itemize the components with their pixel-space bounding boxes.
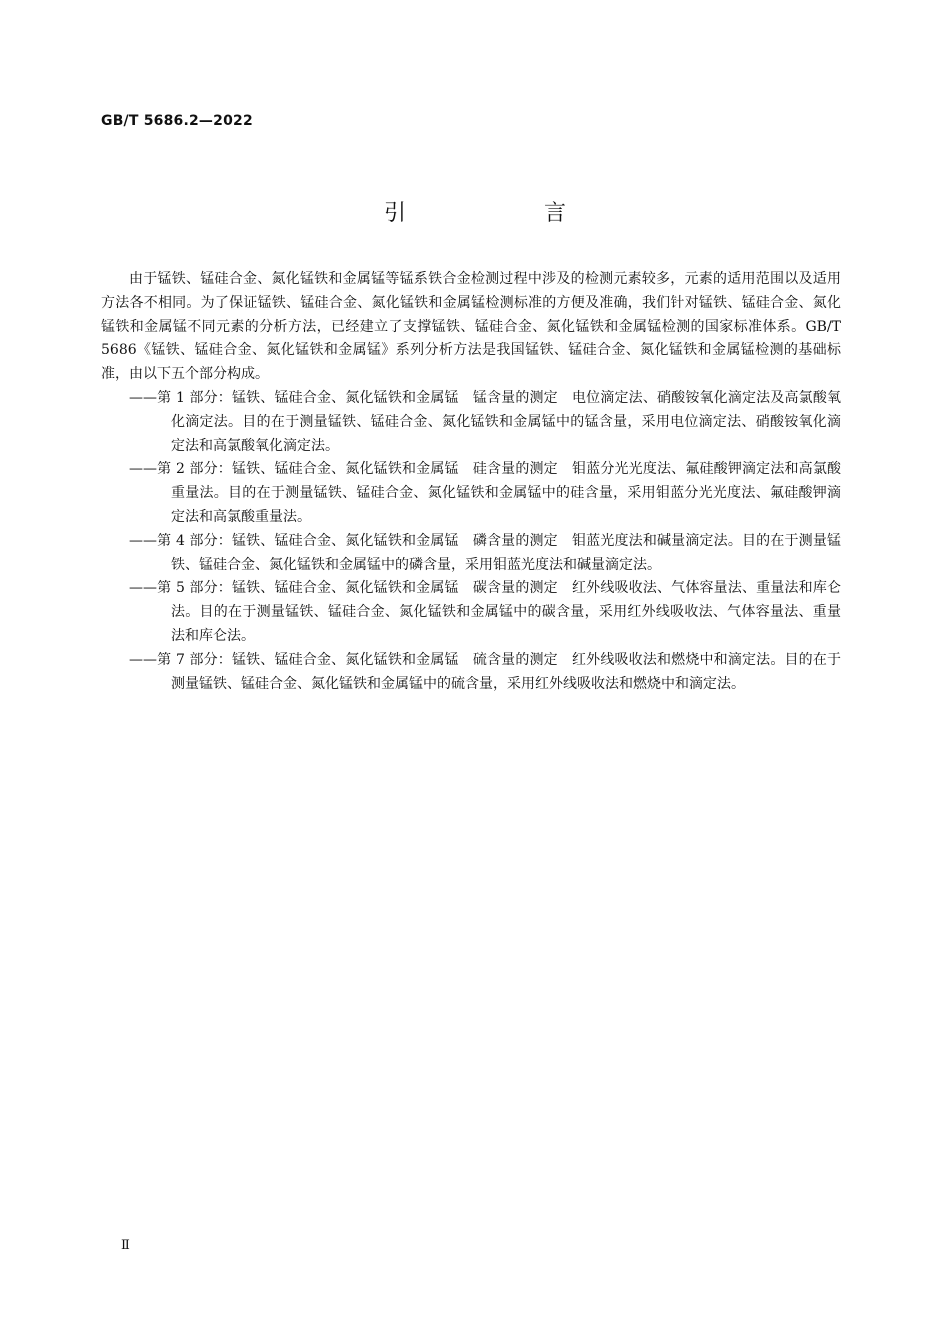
page-title: 引 言 — [383, 201, 624, 226]
list-item-part-2: ——第 2 部分：锰铁、锰硅合金、氮化锰铁和金属锰 硅含量的测定 钼蓝分光光度法、氟硅酸钾滴定法和高氯酸重量法。目的在于测量锰铁、锰硅合金、氮化锰铁和金属锰中的硅含量，采用钼蓝分光光度法、氟硅酸钾滴定法和高氯酸重量法。 — [129, 461, 841, 525]
intro-paragraph: 由于锰铁、锰硅合金、氮化锰铁和金属锰等锰系铁合金检测过程中涉及的检测元素较多，元素的适用范围以及适用方法各不相同。为了保证锰铁、锰硅合金、氮化锰铁和金属锰检测标准的方便及准确，我们针对锰铁、锰硅合金、氮化锰铁和金属锰不同元素的分析方法，已经建立了支撑锰铁、锰硅合金、氮化锰铁和金属锰检测的国家标准体系。GB/T 5686《锰铁、锰硅合金、氮化锰铁和金属锰》系列分析方法是我国锰铁、锰硅合金、氮化锰铁和金属锰检测的基础标准，由以下五个部分构成。 — [101, 271, 841, 383]
standard-code: GB/T 5686.2—2022 — [101, 113, 253, 129]
page-number: Ⅱ — [121, 1238, 130, 1253]
list-item-part-5: ——第 5 部分：锰铁、锰硅合金、氮化锰铁和金属锰 碳含量的测定 红外线吸收法、气体容量法、重量法和库仑法。目的在于测量锰铁、锰硅合金、氮化锰铁和金属锰中的碳含量，采用红外线吸收法、气体容量法、重量法和库仑法。 — [129, 580, 841, 644]
list-item-part-4: ——第 4 部分：锰铁、锰硅合金、氮化锰铁和金属锰 磷含量的测定 钼蓝光度法和碱量滴定法。目的在于测量锰铁、锰硅合金、氮化锰铁和金属锰中的磷含量，采用钼蓝光度法和碱量滴定法。 — [129, 532, 841, 573]
list-item-part-7: ——第 7 部分：锰铁、锰硅合金、氮化锰铁和金属锰 硫含量的测定 红外线吸收法和燃烧中和滴定法。目的在于测量锰铁、锰硅合金、氮化锰铁和金属锰中的硫含量，采用红外线吸收法和燃烧中和滴定法。 — [129, 651, 841, 692]
list-item-part-1: ——第 1 部分：锰铁、锰硅合金、氮化锰铁和金属锰 锰含量的测定 电位滴定法、硝酸铵氧化滴定法及高氯酸氧化滴定法。目的在于测量锰铁、锰硅合金、氮化锰铁和金属锰中的锰含量，采用电位滴定法、硝酸铵氧化滴定法和高氯酸氧化滴定法。 — [129, 389, 841, 454]
document-body — [101, 268, 841, 696]
